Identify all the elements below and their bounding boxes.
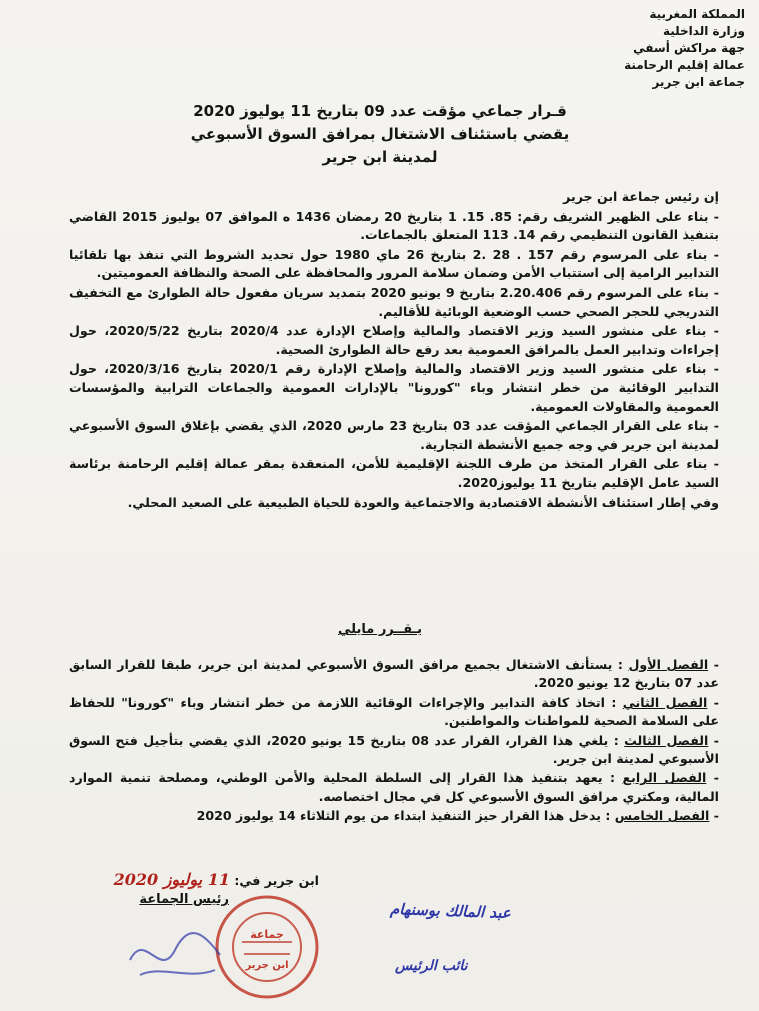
preamble-clause: - بناء على القرار المتخذ من طرف اللجنة الإقليمية للأمن، المنعقدة بمقر عمالة إقليم الرحامنة برئاسة السيد عامل الإقليم بتاريخ 11 يوليوز2020.: [69, 456, 719, 490]
preamble-context: وفي إطار استئناف الأنشطة الاقتصادية والاجتماعية والعودة للحياة الطبيعية على الصعيد المحلي.: [127, 494, 719, 510]
decides-heading: يـقــرر مايلي: [338, 622, 422, 637]
article-text: : اتخاذ كافة التدابير والإجراءات الوقائية اللازمة من خطر انتشار وباء "كورونا" للحفاظ على السلامة الصحية للمواطنات والمواطنين.: [69, 694, 719, 729]
preamble: [69, 188, 719, 513]
preamble-clause: - بناء على المرسوم رقم 157 . 28 .2 بتاريخ 26 ماي 1980 حول تحديد الشروط التي تنفذ بها تلقائيا التدابير الرامية إلى استتباب الأمن وضمان سلامة المرور والمحافظة على الصحة والنظافة العموميتين.: [69, 246, 719, 281]
preamble-clause: - بناء على القرار الجماعي المؤقت عدد 03 بتاريخ 23 مارس 2020، الذي يقضي بإغلاق السوق الأسبوعي لمدينة ابن جرير في وجه جميع الأنشطة التجارية.: [69, 418, 719, 452]
title-line-1: قـرار جماعي مؤقت عدد 09 بتاريخ 11 يوليوز 2020: [193, 102, 567, 120]
article-5: - الفصل الخامس : يدخل هذا القرار حيز التنفيذ ابتداء من يوم الثلاثاء 14 يوليوز 2020: [196, 808, 719, 824]
article-3: - الفصل الثالث : يلغي هذا القرار، القرار عدد 08 بتاريخ 15 يونيو 2020، الذي يقضي بتأجيل فتح السوق الأسبوعي لمدينة ابن جرير.: [69, 732, 719, 767]
svg-text:ابن جرير: ابن جرير: [245, 960, 289, 971]
preamble-clause: - بناء على منشور السيد وزير الاقتصاد والمالية وإصلاح الإدارة عدد 2020/4 بتاريخ 2020/5/22، حول إجراءات وتدابير العمل بالمرافق العمومية بعد رفع حالة الطوارئ الصحية.: [69, 323, 719, 357]
place-label: ابن جرير في:: [234, 873, 319, 888]
article-2: - الفصل الثاني : اتخاذ كافة التدابير والإجراءات الوقائية اللازمة من خطر انتشار وباء "كورونا" للحفاظ على السلامة الصحية للمواطنات والمواطنين.: [69, 694, 719, 729]
letterhead-line-ministry: وزارة الداخلية: [662, 24, 745, 38]
article-label: الفصل الثالث: [624, 732, 709, 748]
signer-name: عبد المالك بوسنهام: [389, 899, 512, 923]
article-label: الفصل الرابع: [622, 770, 707, 786]
article-text: : يلغي هذا القرار، القرار عدد 08 بتاريخ 15 يونيو 2020، الذي يقضي بتأجيل فتح السوق الأسبوعي لمدينة ابن جرير.: [69, 732, 719, 767]
article-text: : يدخل هذا القرار حيز التنفيذ ابتداء من يوم الثلاثاء 14 يوليوز 2020: [196, 808, 611, 824]
letterhead-line-commune: جماعة ابن جرير: [652, 75, 745, 89]
preamble-clause: - بناء على المرسوم رقم 2.20.406 بتاريخ 9 يونيو 2020 بتمديد سريان مفعول حالة الطوارئ مع التخفيف التدريجي للحجر الصحي حسب الوضعية الوبائية للأقاليم.: [69, 284, 719, 319]
article-label: الفصل الثاني: [622, 694, 708, 710]
preamble-clause: - بناء على منشور السيد وزير الاقتصاد والمالية وإصلاح الإدارة رقم 2020/1 بتاريخ 2020/3/16، حول التدابير الوقائية من خطر انتشار وباء "كورونا" بالإدارات العمومية والجماعات الترابية والمؤسسات العمومية والمقاولات العمومية.: [69, 361, 719, 414]
signature-scribble: [120, 920, 230, 990]
title-line-3: لمدينة ابن جرير: [322, 148, 438, 166]
letterhead-line-kingdom: المملكة المغربية: [649, 7, 745, 21]
articles: [69, 656, 719, 827]
svg-text:جماعة: جماعة: [250, 928, 284, 941]
article-text: : يعهد بتنفيذ هذا القرار إلى السلطة المحلية والأمن الوطني، ومصلحة تنمية الموارد المالية، ومكتري مرافق السوق الأسبوعي كل في مجال اختصاصه.: [69, 770, 719, 804]
article-label: الفصل الأول: [628, 657, 709, 672]
article-1: - الفصل الأول : يستأنف الاشتغال بجميع مرافق السوق الأسبوعي لمدينة ابن جرير، طبقا للقرار السابق عدد 07 بتاريخ 12 يونيو 2020.: [69, 657, 719, 691]
article-4: - الفصل الرابع : يعهد بتنفيذ هذا القرار إلى السلطة المحلية والأمن الوطني، ومصلحة تنمية الموارد المالية، ومكتري مرافق السوق الأسبوعي كل في مجال اختصاصه.: [69, 770, 719, 804]
letterhead-line-province: عمالة إقليم الرحامنة: [624, 58, 745, 72]
decision-title: [180, 100, 580, 169]
handwritten-date: 11 يوليوز 2020: [113, 870, 230, 889]
president-label: رئيس الجماعة: [139, 892, 229, 907]
signer-title: نائب الرئيس: [395, 958, 468, 974]
article-label: الفصل الخامس: [614, 808, 710, 824]
title-line-2: يقضي باستئناف الاشتغال بمرافق السوق الأسبوعي: [190, 125, 570, 143]
letterhead: [545, 6, 745, 91]
place-and-date: [114, 870, 319, 889]
article-text: : يستأنف الاشتغال بجميع مرافق السوق الأسبوعي لمدينة ابن جرير، طبقا للقرار السابق عدد 07 بتاريخ 12 يونيو 2020.: [69, 657, 719, 691]
preamble-clause: - بناء على الظهير الشريف رقم: 85. 15. 1 بتاريخ 20 رمضان 1436 ه الموافق 07 يوليوز 2015 القاضي بتنفيذ القانون التنظيمي رقم 14. 113 المتعلق بالجماعات.: [69, 208, 719, 243]
letterhead-line-region: جهة مراكش أسفي: [633, 41, 745, 55]
preamble-opening: إن رئيس جماعة ابن جرير: [563, 189, 719, 204]
